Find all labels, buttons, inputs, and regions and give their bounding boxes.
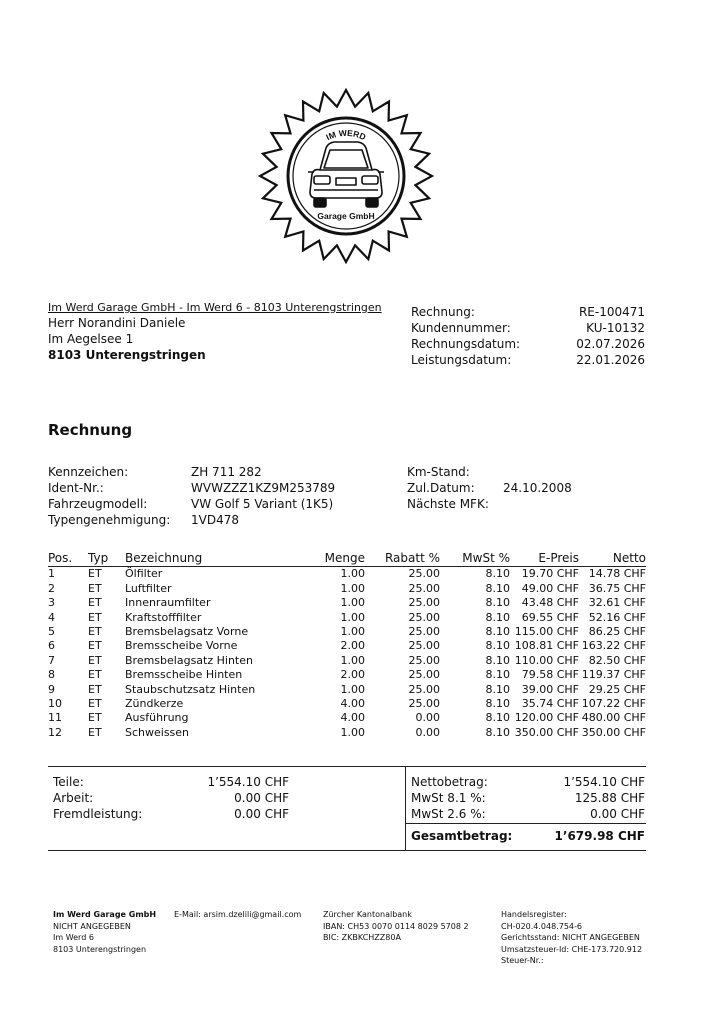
meta-row — [411, 304, 645, 320]
meta-label: Rechnungsdatum: — [411, 337, 521, 351]
invoice-meta — [411, 304, 645, 368]
vehicle-label: Km-Stand: — [407, 465, 470, 479]
table-header-row — [48, 551, 646, 567]
col-header: Menge — [272, 551, 365, 567]
vehicle-row — [48, 464, 335, 480]
cell-pos: 1 — [48, 567, 55, 581]
footer-vat-id: Umsatzsteuer-Id: CHE-173.720.912 — [501, 944, 643, 954]
summary-row — [53, 774, 289, 790]
cell-rabatt: 25.00 — [408, 567, 440, 581]
summary-row — [411, 790, 645, 806]
cell-typ: ET — [88, 610, 102, 624]
summary-row — [53, 806, 289, 822]
cell-netto: 480.00 CHF — [581, 711, 646, 725]
cell-epreis: 110.00 CHF — [514, 653, 579, 667]
summary-value: 1’554.10 CHF — [563, 775, 645, 789]
vehicle-label: Nächste MFK: — [407, 497, 489, 511]
cell-epreis: 49.00 CHF — [521, 581, 579, 595]
cell-rabatt: 25.00 — [408, 668, 440, 682]
cell-netto: 119.37 CHF — [581, 668, 646, 682]
cell-epreis: 39.00 CHF — [521, 682, 579, 696]
meta-row — [411, 336, 645, 352]
col-header: MwSt % — [440, 551, 510, 567]
col-header: Typ — [88, 551, 125, 567]
vehicle-row — [407, 464, 572, 480]
recipient-street: Im Aegelsee 1 — [48, 332, 134, 346]
cell-pos: 3 — [48, 596, 55, 610]
company-logo — [258, 88, 434, 264]
summary-value: 125.88 CHF — [574, 791, 645, 805]
cell-mwst: 8.10 — [485, 653, 510, 667]
cell-bezeichnung: Bremsscheibe Hinten — [125, 668, 243, 682]
cell-bezeichnung: Innenraumfilter — [125, 596, 211, 610]
summary-value: 0.00 CHF — [590, 807, 645, 821]
footer-tax-no: Steuer-Nr.: — [501, 956, 544, 965]
col-header: Pos. — [48, 551, 88, 567]
cell-menge: 2.00 — [340, 668, 365, 682]
cell-epreis: 120.00 CHF — [514, 711, 579, 725]
cell-typ: ET — [88, 668, 102, 682]
cell-menge: 1.00 — [340, 625, 365, 639]
cell-bezeichnung: Ölfilter — [125, 567, 163, 581]
footer-company-line2: NICHT ANGEGEBEN — [53, 921, 131, 931]
document-title: Rechnung — [48, 421, 133, 439]
cell-menge: 1.00 — [340, 596, 365, 610]
summary-label: Teile: — [53, 775, 84, 789]
summary-label: Nettobetrag: — [411, 775, 488, 789]
summary-row — [411, 774, 645, 790]
cell-netto: 86.25 CHF — [588, 625, 646, 639]
cell-menge: 2.00 — [340, 639, 365, 653]
cell-bezeichnung: Zündkerze — [125, 697, 184, 711]
col-header: E-Preis — [510, 551, 579, 567]
cell-typ: ET — [88, 653, 102, 667]
footer-iban: IBAN: CH53 0070 0114 8029 5708 2 — [323, 921, 469, 931]
cell-bezeichnung: Bremsbelagsatz Hinten — [125, 653, 253, 667]
summary-left — [53, 774, 289, 822]
col-header: Bezeichnung — [125, 551, 272, 567]
cell-mwst: 8.10 — [485, 682, 510, 696]
footer-register-label: Handelsregister: — [501, 910, 567, 919]
meta-label: Kundennummer: — [411, 321, 511, 335]
table-row — [48, 625, 646, 639]
table-row — [48, 711, 646, 725]
vehicle-value: VW Golf 5 Variant (1K5) — [191, 497, 334, 511]
meta-label: Rechnung: — [411, 305, 475, 319]
cell-netto: 163.22 CHF — [581, 639, 646, 653]
table-row — [48, 582, 646, 596]
cell-pos: 2 — [48, 581, 55, 595]
logo-top-text: IM WERD — [324, 127, 368, 143]
cell-bezeichnung: Staubschutzsatz Hinten — [125, 682, 256, 696]
cell-rabatt: 25.00 — [408, 596, 440, 610]
meta-value: RE-100471 — [578, 305, 645, 319]
cell-pos: 7 — [48, 653, 55, 667]
vehicle-row — [407, 496, 572, 512]
cell-mwst: 8.10 — [485, 625, 510, 639]
table-row — [48, 639, 646, 653]
sender-line: Im Werd Garage GmbH - Im Werd 6 - 8103 Unterengstringen — [48, 301, 382, 314]
cell-typ: ET — [88, 625, 102, 639]
cell-epreis: 115.00 CHF — [514, 625, 579, 639]
meta-value: 02.07.2026 — [576, 337, 645, 351]
vehicle-value: 1VD478 — [191, 513, 239, 527]
cell-rabatt: 25.00 — [408, 625, 440, 639]
total-label: Gesamtbetrag: — [411, 829, 513, 843]
cell-menge: 1.00 — [340, 567, 365, 581]
table-row — [48, 654, 646, 668]
footer-bic: BIC: ZKBKCHZZ80A — [323, 933, 401, 942]
table-row — [48, 668, 646, 682]
cell-typ: ET — [88, 567, 102, 581]
table-row — [48, 596, 646, 610]
table-row — [48, 683, 646, 697]
footer-court: Gerichtsstand: NICHT ANGEGEBEN — [501, 933, 640, 942]
cell-rabatt: 0.00 — [415, 725, 440, 739]
cell-mwst: 8.10 — [485, 725, 510, 739]
summary-row — [411, 806, 645, 822]
recipient-city: 8103 Unterengstringen — [48, 348, 206, 362]
vehicle-value: 24.10.2008 — [503, 481, 572, 495]
cell-epreis: 43.48 CHF — [521, 596, 579, 610]
summary-value: 0.00 CHF — [234, 807, 289, 821]
footer-bank-name: Zürcher Kantonalbank — [323, 910, 412, 919]
cell-epreis: 108.81 CHF — [514, 639, 579, 653]
cell-mwst: 8.10 — [485, 567, 510, 581]
cell-mwst: 8.10 — [485, 711, 510, 725]
cell-rabatt: 25.00 — [408, 610, 440, 624]
summary-label: Arbeit: — [53, 791, 94, 805]
cell-netto: 36.75 CHF — [588, 581, 646, 595]
summary-label: MwSt 8.1 %: — [411, 791, 486, 805]
vehicle-label: Ident-Nr.: — [48, 481, 104, 495]
footer-registry — [501, 909, 642, 967]
cell-typ: ET — [88, 697, 102, 711]
summary-value: 1’554.10 CHF — [207, 775, 289, 789]
footer-company — [53, 909, 156, 955]
table-row — [48, 697, 646, 711]
footer-email: E-Mail: arsim.dzelili@gmail.com — [174, 910, 302, 919]
vehicle-info-left — [48, 464, 335, 528]
summary-label: Fremdleistung: — [53, 807, 143, 821]
vehicle-value: ZH 711 282 — [191, 465, 262, 479]
cell-bezeichnung: Schweissen — [125, 725, 190, 739]
cell-rabatt: 25.00 — [408, 682, 440, 696]
total-value: 1’679.98 CHF — [554, 829, 645, 843]
cell-netto: 52.16 CHF — [588, 610, 646, 624]
cell-mwst: 8.10 — [485, 581, 510, 595]
cell-netto: 14.78 CHF — [588, 567, 646, 581]
vehicle-value: WVWZZZ1KZ9M253789 — [191, 481, 336, 495]
cell-epreis: 19.70 CHF — [521, 567, 579, 581]
cell-menge: 1.00 — [340, 682, 365, 696]
cell-mwst: 8.10 — [485, 610, 510, 624]
cell-epreis: 79.58 CHF — [521, 668, 579, 682]
meta-row — [411, 352, 645, 368]
cell-bezeichnung: Bremsbelagsatz Vorne — [125, 625, 249, 639]
recipient-address — [48, 315, 206, 363]
cell-menge: 4.00 — [340, 697, 365, 711]
cell-netto: 82.50 CHF — [588, 653, 646, 667]
footer-company-street: Im Werd 6 — [53, 933, 94, 942]
car-rear-seal-icon — [258, 88, 434, 264]
meta-value: 22.01.2026 — [576, 353, 645, 367]
cell-epreis: 350.00 CHF — [514, 725, 579, 739]
cell-typ: ET — [88, 682, 102, 696]
cell-pos: 8 — [48, 668, 55, 682]
summary-value: 0.00 CHF — [234, 791, 289, 805]
footer-bank — [323, 909, 469, 944]
cell-epreis: 69.55 CHF — [521, 610, 579, 624]
cell-pos: 5 — [48, 625, 55, 639]
cell-menge: 1.00 — [340, 653, 365, 667]
meta-value: KU-10132 — [586, 321, 645, 335]
total-row — [411, 829, 645, 843]
cell-pos: 12 — [48, 725, 62, 739]
cell-typ: ET — [88, 596, 102, 610]
vehicle-label: Fahrzeugmodell: — [48, 497, 148, 511]
logo-bottom-text: Garage GmbH — [317, 211, 375, 221]
cell-rabatt: 0.00 — [415, 711, 440, 725]
summary-row — [53, 790, 289, 806]
cell-rabatt: 25.00 — [408, 639, 440, 653]
col-header: Netto — [579, 551, 646, 567]
total-divider — [405, 823, 646, 824]
cell-menge: 1.00 — [340, 610, 365, 624]
cell-epreis: 35.74 CHF — [521, 697, 579, 711]
cell-typ: ET — [88, 581, 102, 595]
cell-menge: 1.00 — [340, 581, 365, 595]
cell-netto: 107.22 CHF — [581, 697, 646, 711]
cell-mwst: 8.10 — [485, 697, 510, 711]
summary-column-divider — [405, 767, 406, 851]
cell-typ: ET — [88, 711, 102, 725]
cell-bezeichnung: Kraftstofffilter — [125, 610, 202, 624]
cell-bezeichnung: Bremsscheibe Vorne — [125, 639, 238, 653]
vehicle-label: Kennzeichen: — [48, 465, 129, 479]
items-table — [48, 551, 646, 740]
meta-label: Leistungsdatum: — [411, 353, 512, 367]
summary-right — [411, 774, 645, 822]
cell-rabatt: 25.00 — [408, 653, 440, 667]
vehicle-label: Zul.Datum: — [407, 481, 475, 495]
cell-netto: 350.00 CHF — [581, 725, 646, 739]
recipient-name: Herr Norandini Daniele — [48, 316, 186, 330]
cell-mwst: 8.10 — [485, 596, 510, 610]
vehicle-info-right — [407, 464, 572, 512]
cell-pos: 11 — [48, 711, 62, 725]
cell-netto: 29.25 CHF — [588, 682, 646, 696]
summary-label: MwSt 2.6 %: — [411, 807, 486, 821]
vehicle-label: Typengenehmigung: — [48, 513, 171, 527]
cell-pos: 6 — [48, 639, 55, 653]
vehicle-row — [407, 480, 572, 496]
summary-bottom-divider — [48, 850, 646, 851]
vehicle-row — [48, 480, 335, 496]
cell-typ: ET — [88, 639, 102, 653]
cell-menge: 1.00 — [340, 725, 365, 739]
cell-bezeichnung: Luftfilter — [125, 581, 172, 595]
cell-bezeichnung: Ausführung — [125, 711, 189, 725]
footer-company-name: Im Werd Garage GmbH — [53, 910, 157, 919]
cell-rabatt: 25.00 — [408, 697, 440, 711]
meta-row — [411, 320, 645, 336]
cell-mwst: 8.10 — [485, 668, 510, 682]
table-row — [48, 726, 646, 740]
cell-netto: 32.61 CHF — [588, 596, 646, 610]
summary-top-divider — [48, 766, 646, 767]
cell-pos: 10 — [48, 697, 62, 711]
footer-contact — [174, 909, 301, 921]
footer-company-city: 8103 Unterengstringen — [53, 944, 147, 954]
cell-rabatt: 25.00 — [408, 581, 440, 595]
vehicle-row — [48, 512, 335, 528]
cell-typ: ET — [88, 725, 102, 739]
footer-register-number: CH-020.4.048.754-6 — [501, 921, 582, 931]
cell-mwst: 8.10 — [485, 639, 510, 653]
cell-pos: 9 — [48, 682, 55, 696]
table-row — [48, 611, 646, 625]
table-row — [48, 567, 646, 582]
cell-pos: 4 — [48, 610, 55, 624]
vehicle-row — [48, 496, 335, 512]
cell-menge: 4.00 — [340, 711, 365, 725]
col-header: Rabatt % — [365, 551, 440, 567]
